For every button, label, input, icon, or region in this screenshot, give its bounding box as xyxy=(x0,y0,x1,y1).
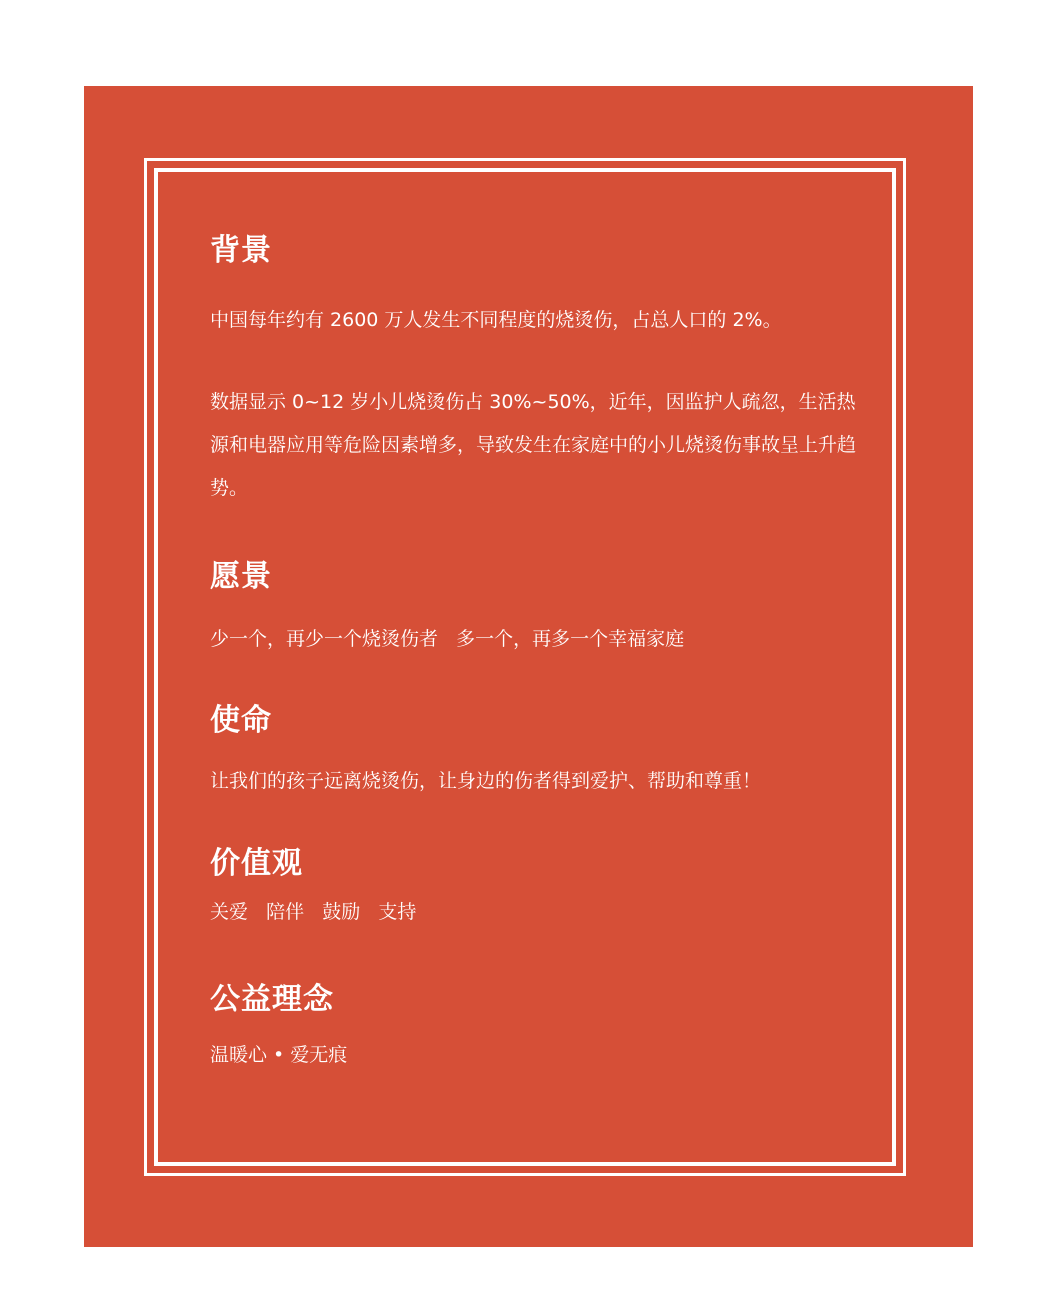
red-panel xyxy=(84,86,973,1247)
mission-text: 让我们的孩子远离烧烫伤，让身边的伤者得到爱护、帮助和尊重！ xyxy=(210,770,762,792)
mission-heading: 使命 xyxy=(210,703,272,738)
philosophy-text: 温暖心 • 爱无痕 xyxy=(210,1044,348,1066)
background-heading: 背景 xyxy=(210,233,272,268)
values-text: 关爱 陪伴 鼓励 支持 xyxy=(210,901,417,923)
values-heading: 价值观 xyxy=(210,846,303,881)
background-paragraph-1: 中国每年约有 2600 万人发生不同程度的烧烫伤，占总人口的 2%。 xyxy=(210,309,782,331)
philosophy-heading: 公益理念 xyxy=(210,982,334,1017)
background-paragraph-2: 数据显示 0~12 岁小儿烧烫伤占 30%~50%，近年，因监护人疏忽，生活热源和电器应用等危险因素增多，导致发生在家庭中的小儿烧烫伤事故呈上升趋势。 xyxy=(210,391,857,499)
vision-heading: 愿景 xyxy=(210,559,272,594)
vision-text: 少一个，再少一个烧烫伤者 多一个，再多一个幸福家庭 xyxy=(210,628,685,650)
